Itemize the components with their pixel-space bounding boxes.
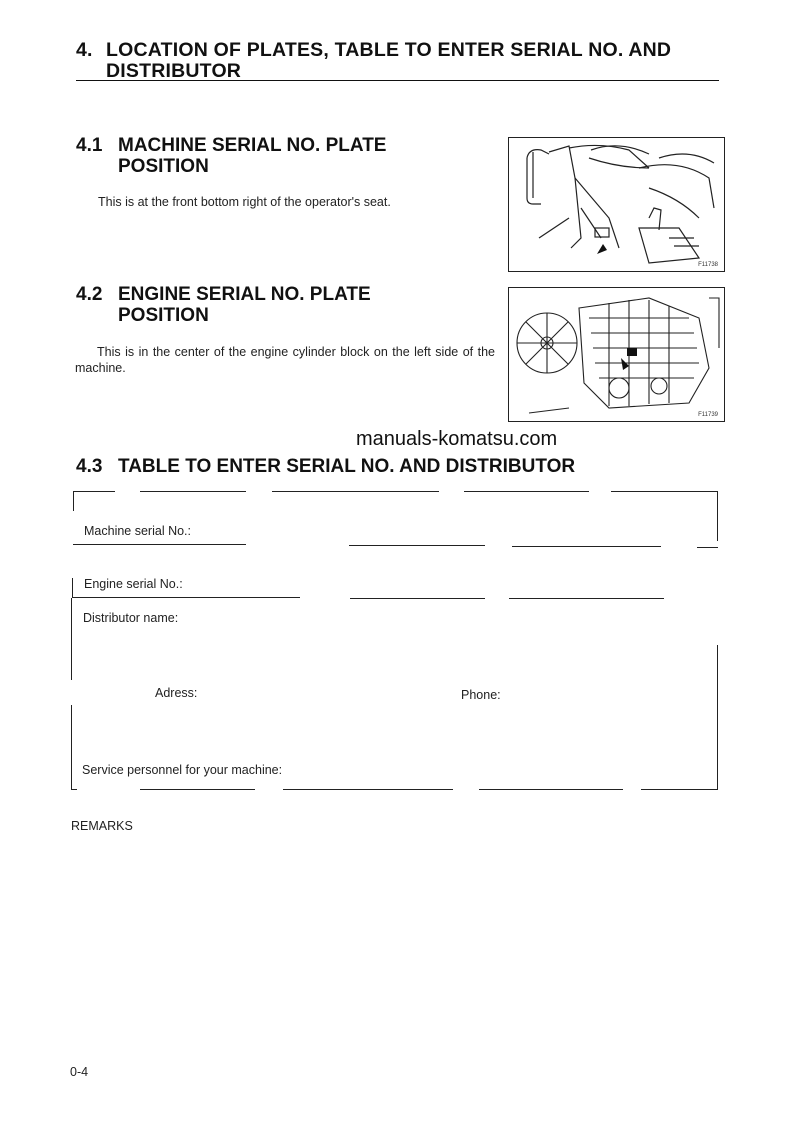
subsection-4-1-number: 4.1 <box>76 135 103 156</box>
subsection-4-1-title-line1: MACHINE SERIAL NO. PLATE <box>118 135 387 156</box>
subsection-4-3-title: TABLE TO ENTER SERIAL NO. AND DISTRIBUTOR <box>118 456 576 477</box>
figure-2-code: F11739 <box>698 412 718 418</box>
heading-rule <box>76 80 719 81</box>
subsection-4-2-title-line2: POSITION <box>118 305 209 326</box>
figure-1-code: F11738 <box>698 262 718 268</box>
machine-serial-label: Machine serial No.: <box>84 524 191 538</box>
distributor-name-label: Distributor name: <box>83 611 179 625</box>
service-personnel-label: Service personnel for your machine: <box>82 763 283 777</box>
subsection-4-1-heading <box>76 135 386 177</box>
page-number: 0-4 <box>70 1065 89 1079</box>
subsection-4-1-body: This is at the front bottom right of the operator's seat. <box>98 195 391 209</box>
subsection-4-2-body: This is in the center of the engine cylinder block on the left side of the machine. <box>75 345 495 375</box>
remarks-label: REMARKS <box>71 819 133 833</box>
seat-illustration-icon <box>509 138 724 271</box>
address-label: Adress: <box>155 686 198 700</box>
machine-serial-plate-figure <box>508 137 725 272</box>
subsection-4-2-number: 4.2 <box>76 284 103 305</box>
subsection-4-2-heading <box>76 284 371 326</box>
section-heading <box>76 40 736 82</box>
subsection-4-2-title-line1: ENGINE SERIAL NO. PLATE <box>118 284 371 305</box>
section-title-line2: DISTRIBUTOR <box>106 60 242 82</box>
section-title-line1: LOCATION OF PLATES, TABLE TO ENTER SERIAL NO. AND <box>106 39 672 61</box>
subsection-4-3-heading <box>76 456 575 477</box>
watermark-text: manuals-komatsu.com <box>356 428 558 450</box>
subsection-4-1-title-line2: POSITION <box>118 156 209 177</box>
subsection-4-3-number: 4.3 <box>76 456 103 477</box>
engine-serial-plate-figure <box>508 287 725 422</box>
phone-label: Phone: <box>461 688 501 702</box>
engine-illustration-icon <box>509 288 724 421</box>
engine-serial-label: Engine serial No.: <box>84 577 183 591</box>
section-number: 4. <box>76 39 93 61</box>
